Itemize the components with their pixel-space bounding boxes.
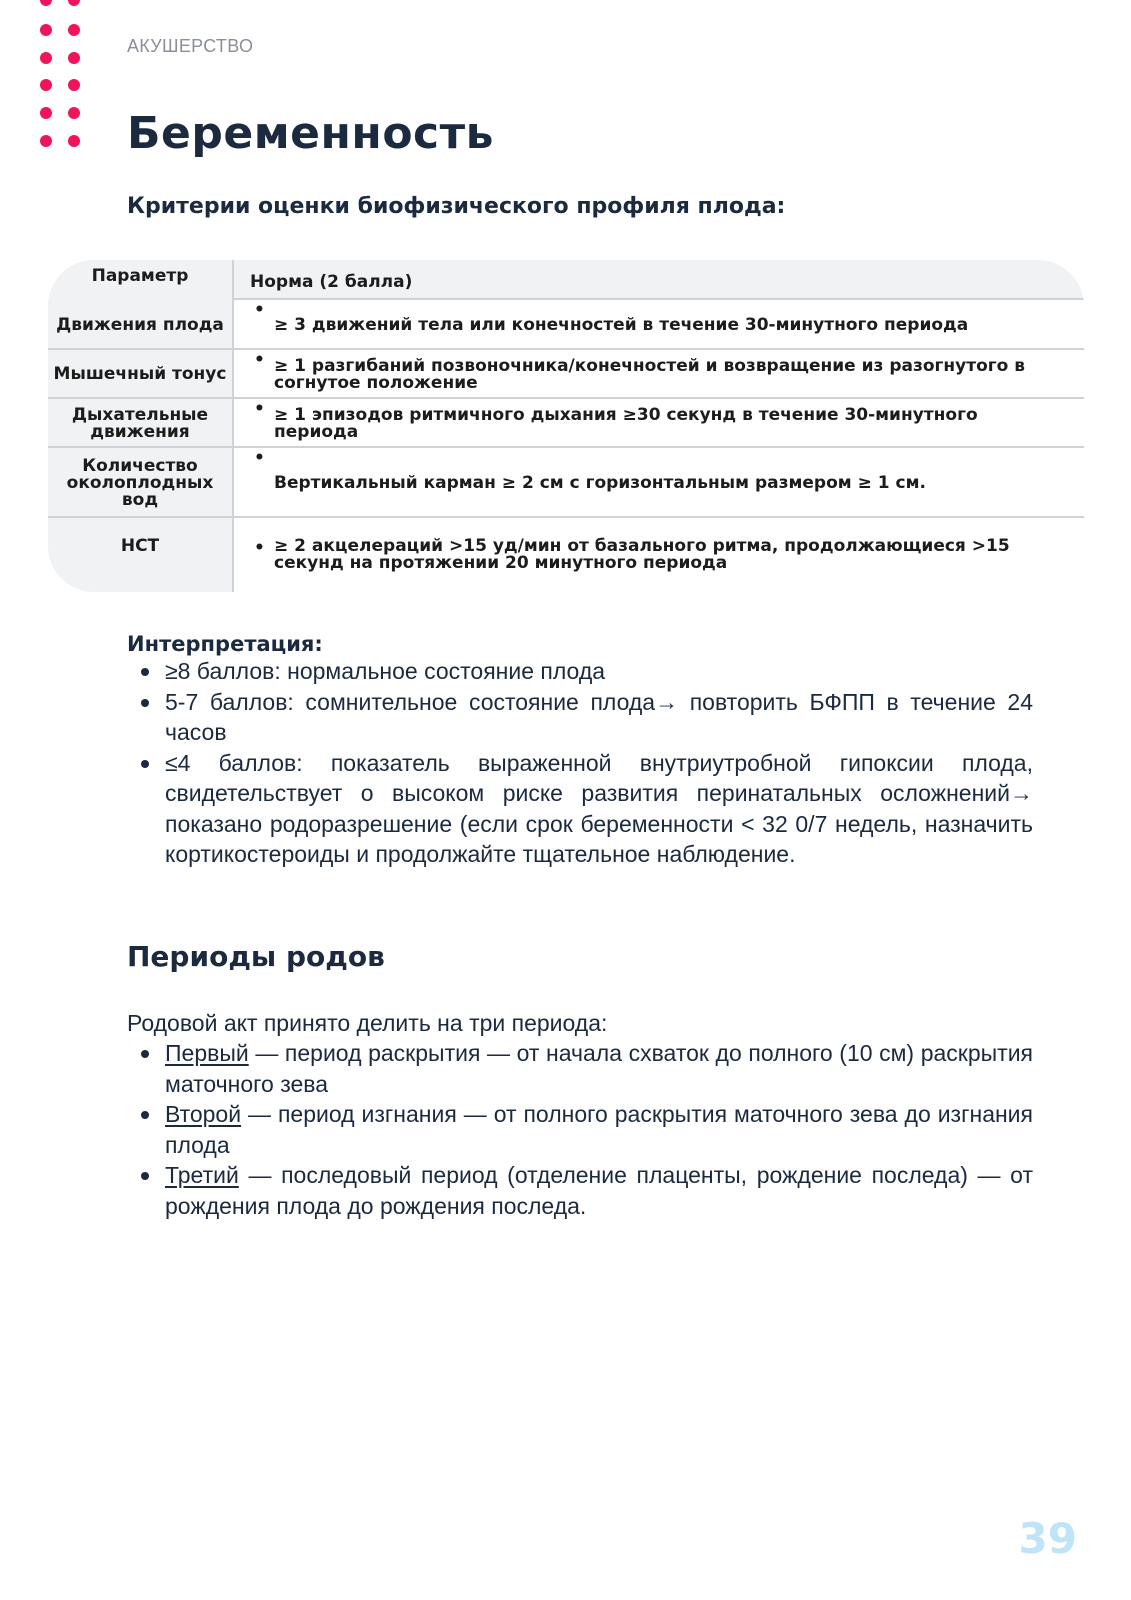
list-item (127, 1038, 1033, 1099)
list-item (127, 1160, 1033, 1221)
interpretation-title: Интерпретация: (127, 632, 323, 656)
periods-list (127, 1038, 1033, 1221)
page-number: 39 (1018, 1514, 1077, 1563)
table-row (48, 399, 1084, 448)
param-cell: Движения плода (56, 314, 224, 335)
periods-intro: Родовой акт принято делить на три периода: (127, 1010, 608, 1036)
param-cell: Мышечный тонус (53, 364, 227, 384)
period-description: — период изгнания — от полного раскрытия маточного зева до изгнания плода (165, 1101, 1033, 1158)
norm-cell: • ≥ 2 акцелераций >15 уд/мин от базального ритма, продолжающиеся >15 секунд на протяжении 20 минутного периода (254, 536, 1010, 573)
period-term: Второй (165, 1101, 242, 1127)
column-header-norm: Норма (2 балла) (250, 271, 413, 292)
period-term: Первый (165, 1040, 249, 1066)
list-item: ≤4 баллов: показатель выраженной внутриутробной гипоксии плода, свидетельствует о высоком риске развития перинатальных осложнений→ показано родоразрешение (если срок беременности < 32 0/7 недель, назначить кортикостероиды и продолжайте тщательное наблюдение. (127, 748, 1033, 870)
period-description: — последовый период (отделение плаценты, рождение последа) — от рождения плода до рождения последа. (165, 1162, 1033, 1219)
table-heading: Критерии оценки биофизического профиля плода: (127, 194, 786, 219)
param-cell: Количество околоплодных вод (66, 455, 214, 510)
table-row (48, 518, 1084, 592)
norm-cell: • ≥ 1 разгибаний позвоночника/конечностей и возвращение из разогнутого в согнутое положение (254, 350, 1025, 393)
period-description: — период раскрытия — от начала схваток до полного (10 см) раскрытия маточного зева (165, 1040, 1033, 1097)
table-row (48, 350, 1084, 399)
periods-title: Периоды родов (127, 940, 385, 973)
column-header-parameter: Параметр (91, 266, 189, 286)
list-item (127, 1099, 1033, 1160)
page-title: Беременность (127, 108, 494, 159)
param-cell: Дыхательные движения (71, 404, 209, 442)
table-row (48, 300, 1084, 350)
param-cell: НСТ (120, 536, 160, 556)
section-label: АКУШЕРСТВО (127, 36, 254, 56)
table-header-row (48, 260, 1084, 300)
period-term: Третий (165, 1162, 239, 1188)
list-item: ≥8 баллов: нормальное состояние плода (127, 656, 1033, 687)
list-item: 5-7 баллов: сомнительное состояние плода→ повторить БФПП в течение 24 часов (127, 687, 1033, 748)
decorative-dot-pattern (40, 0, 86, 150)
norm-cell: • Вертикальный карман ≥ 2 см с горизонтальным размером ≥ 1 см. (254, 448, 926, 493)
norm-cell: • ≥ 1 эпизодов ритмичного дыхания ≥30 секунд в течение 30-минутного периода (254, 399, 978, 442)
table-row (48, 448, 1084, 518)
norm-cell: • ≥ 3 движений тела или конечностей в течение 30-минутного периода (254, 300, 969, 335)
interpretation-list (127, 656, 1033, 870)
criteria-table (48, 260, 1084, 592)
